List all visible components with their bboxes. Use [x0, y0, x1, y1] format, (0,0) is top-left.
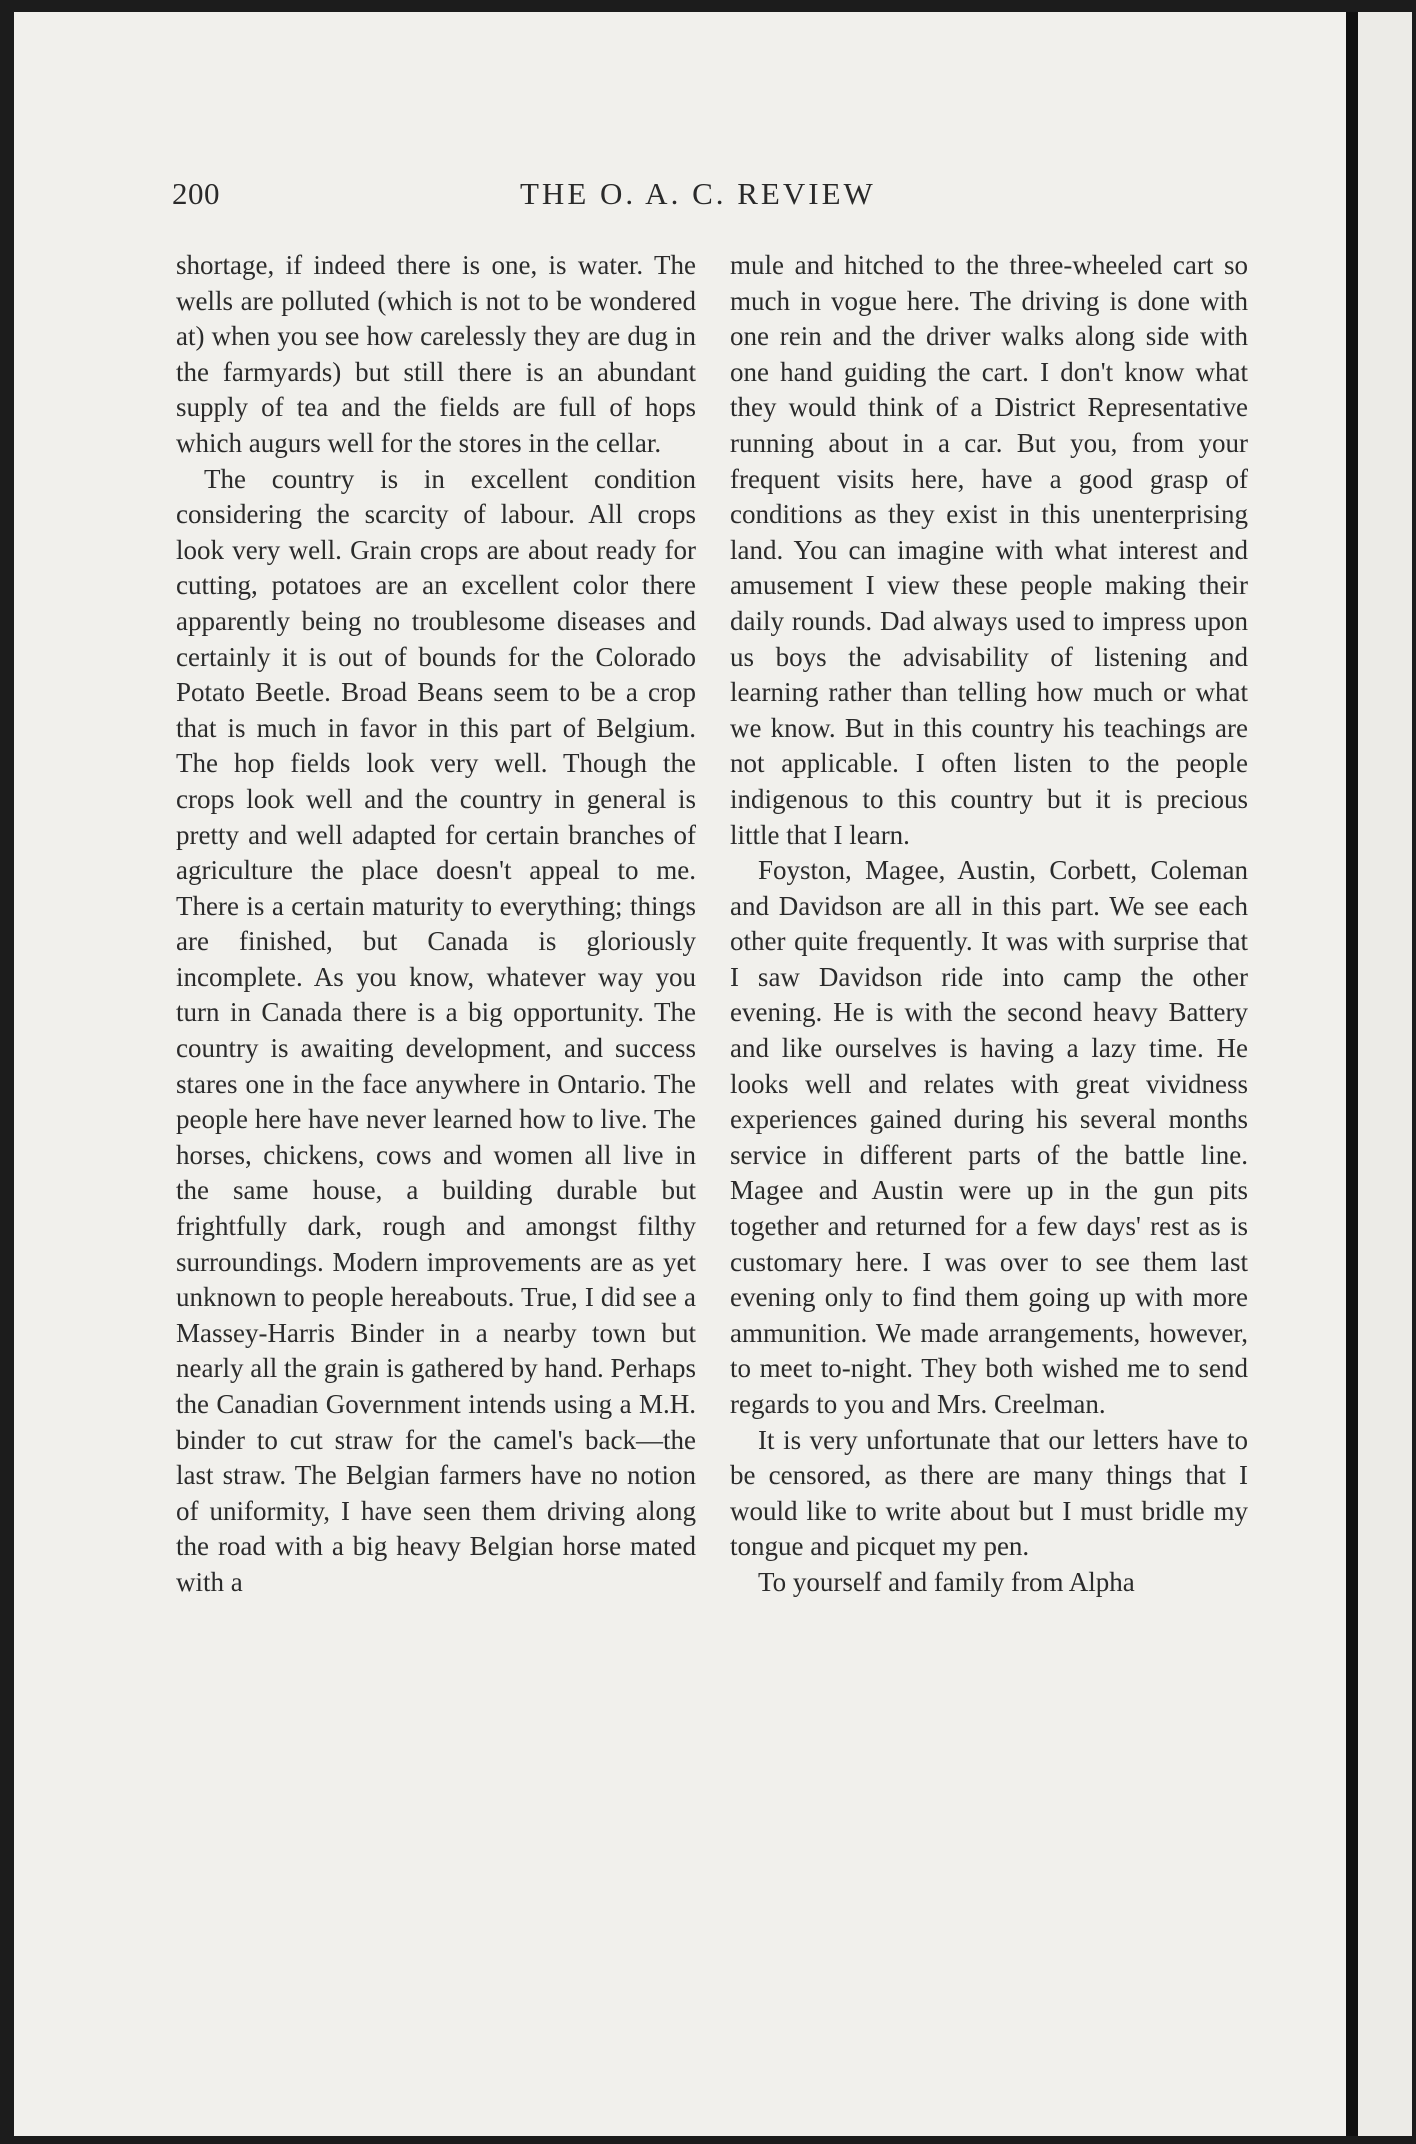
paragraph: To yourself and family from Alpha: [758, 1566, 1135, 1597]
running-title: THE O. A. C. REVIEW: [520, 176, 876, 211]
facing-page-margin: [1358, 12, 1412, 2136]
left-text-column: [176, 248, 696, 1601]
paragraph: The country is in excellent condition considering the scarcity of labour. All crops look very well. Grain crops are about ready for cutting, potatoes are an excellent color there apparently being no troublesome diseases and certainly it is out of bounds for the Colorado Potato Beetle. Broad Beans seem to be a crop that is much in favor in this part of Belgium. The hop fields look very well. Though the crops look well and the country in general is pretty and well adapted for certain branches of agriculture the place doesn't appeal to me. There is a certain maturity to everything; things are finished, but Canada is gloriously incomplete. As you know, whatever way you turn in Canada there is a big opportunity. The country is awaiting development, and success stares one in the face anywhere in Ontario. The people here have never learned how to live. The horses, chickens, cows and women all live in the same house, a building durable but frightfully dark, rough and amongst filthy surroundings. Modern improvements are as yet unknown to people hereabouts. True, I did see a Massey-Harris Binder in a nearby town but nearly all the grain is gathered by hand. Perhaps the Canadian Government intends using a M.H. binder to cut straw for the camel's back—the last straw. The Belgian farmers have no notion of uniformity, I have seen them driving along the road with a big heavy Belgian horse mated with a: [176, 463, 696, 1597]
paragraph: shortage, if indeed there is one, is water. The wells are polluted (which is not to be wondered at) when you see how carelessly they are dug in the farmyards) but still there is an abundant supply of tea and the fields are full of hops which augurs well for the stores in the cellar.: [176, 250, 696, 458]
book-spine-edge: [1346, 12, 1358, 2136]
paragraph: It is very unfortunate that our letters have to be censored, as there are many things that I would like to write about but I must bridle my tongue and picquet my pen.: [730, 1424, 1248, 1562]
paragraph: mule and hitched to the three-wheeled cart so much in vogue here. The driving is done with one rein and the driver walks along side with one hand guiding the cart. I don't know what they would think of a District Representative running about in a car. But you, from your frequent visits here, have a good grasp of conditions as they exist in this unenterprising land. You can imagine with what interest and amusement I view these people making their daily rounds. Dad always used to impress upon us boys the advisability of listening and learning rather than telling how much or what we know. But in this country his teachings are not applicable. I often listen to the people indigenous to this country but it is precious little that I learn.: [730, 250, 1248, 850]
right-text-column: [730, 248, 1248, 1601]
paragraph: Foyston, Magee, Austin, Corbett, Coleman and Davidson are all in this part. We see each other quite frequently. It was with surprise that I saw Davidson ride into camp the other evening. He is with the second heavy Battery and like ourselves is having a lazy time. He looks well and relates with great vividness experiences gained during his several months service in different parts of the battle line. Magee and Austin were up in the gun pits together and returned for a few days' rest as is customary here. I was over to see them last evening only to find them going up with more ammunition. We made arrangements, however, to meet to-night. They both wished me to send regards to you and Mrs. Creelman.: [730, 855, 1248, 1419]
page-number: 200: [172, 176, 220, 211]
page-header: [160, 176, 1290, 226]
